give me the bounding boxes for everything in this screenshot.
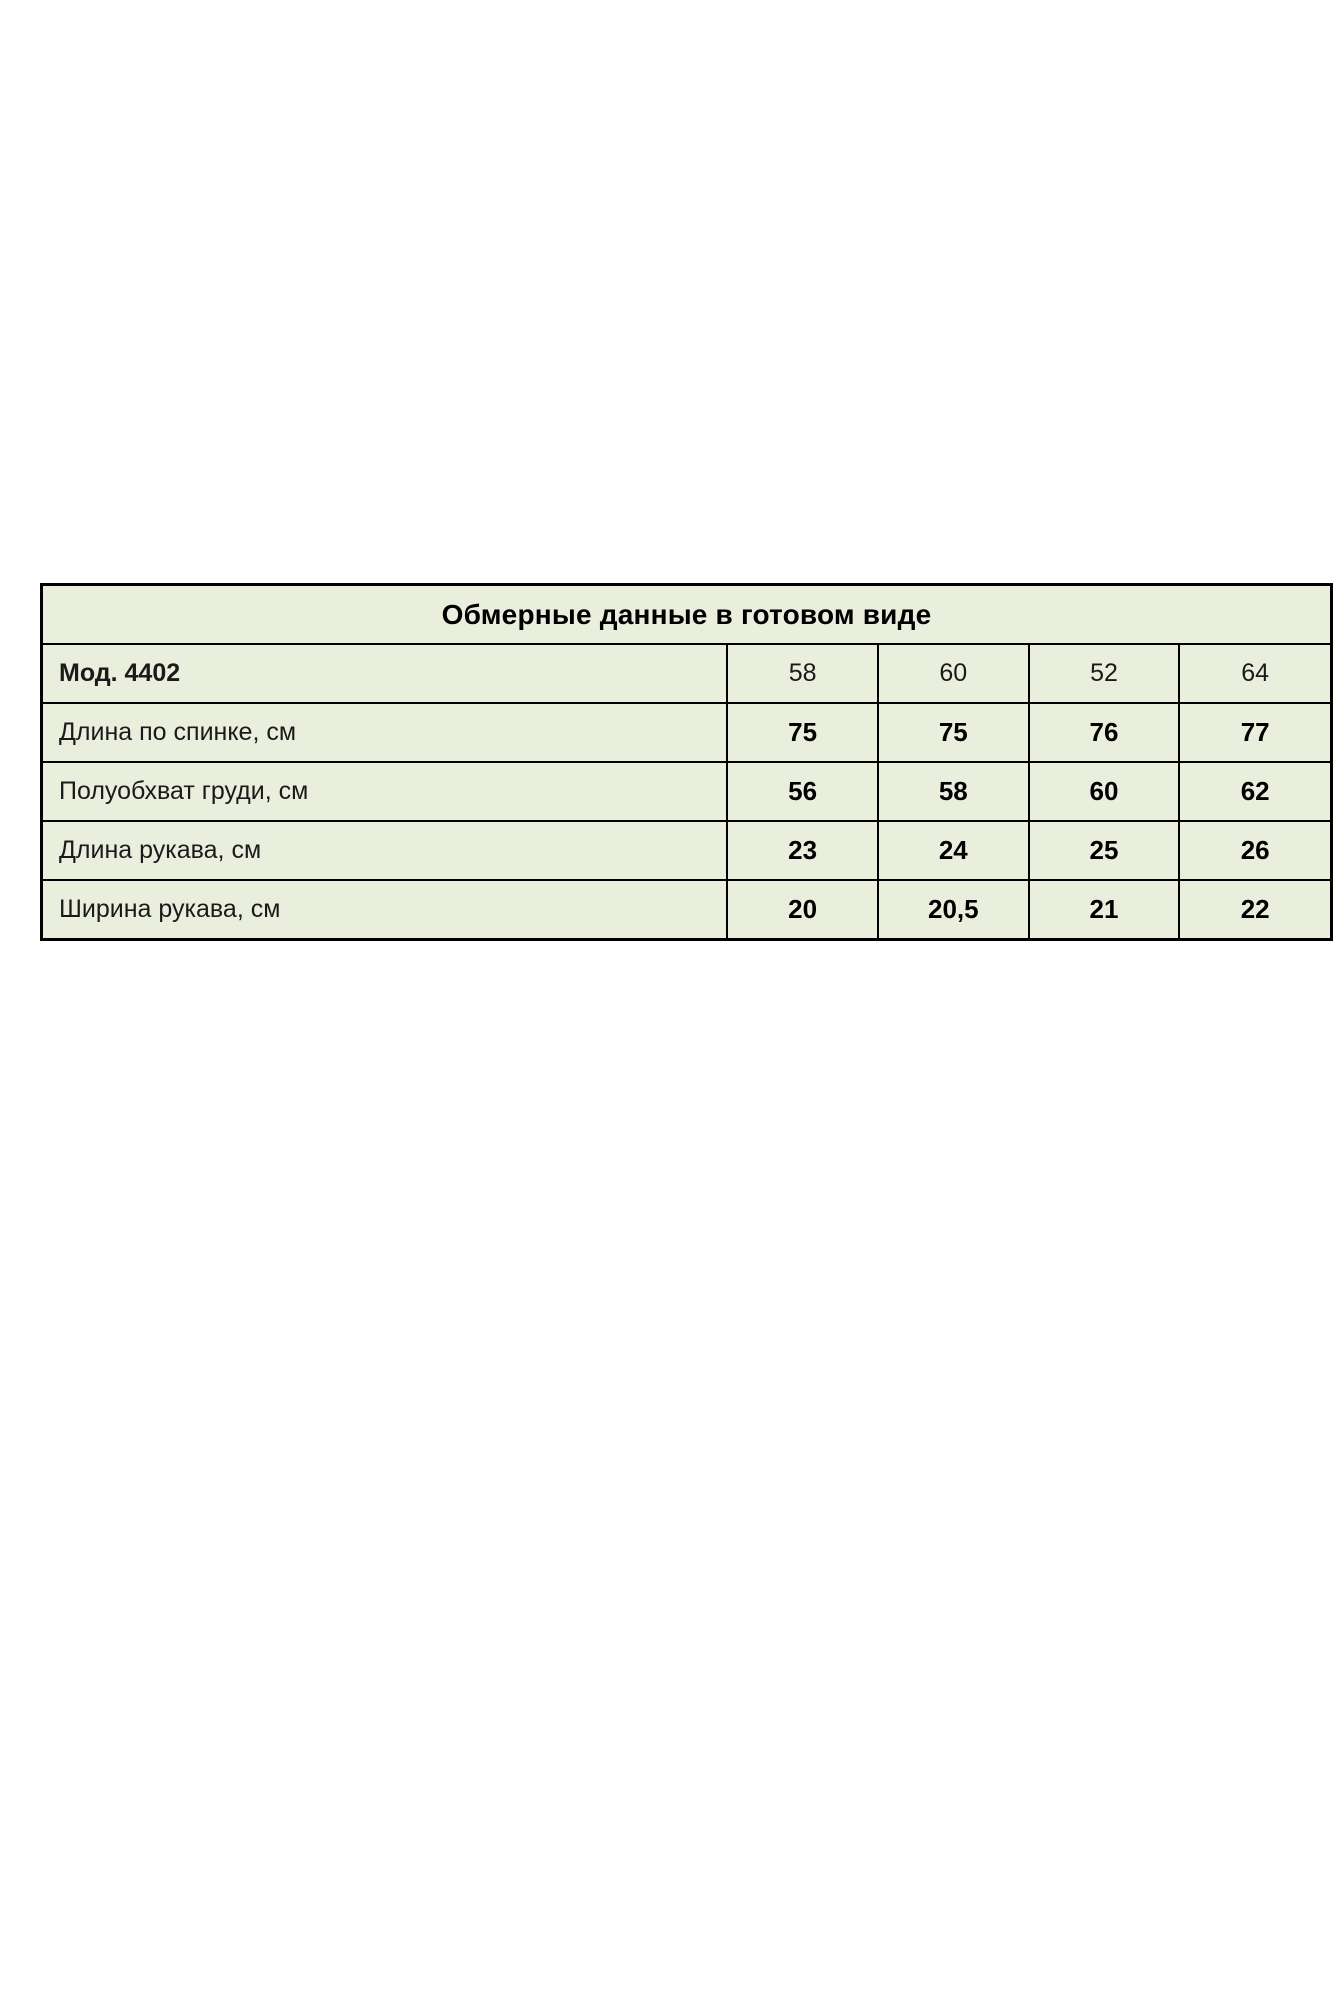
cell-chest-58: 56	[727, 762, 878, 821]
cell-sleeve-width-64: 22	[1179, 880, 1330, 938]
size-header-3: 52	[1029, 644, 1180, 703]
table-row	[43, 821, 1330, 880]
cell-sleeve-width-60: 20,5	[878, 880, 1029, 938]
table-row	[43, 703, 1330, 762]
size-header-4: 64	[1179, 644, 1330, 703]
cell-sleeve-length-58: 23	[727, 821, 878, 880]
cell-chest-52: 60	[1029, 762, 1180, 821]
row-label-sleeve-length: Длина рукава, см	[43, 821, 727, 880]
table-title-row	[43, 586, 1330, 644]
table-row	[43, 762, 1330, 821]
cell-back-length-60: 75	[878, 703, 1029, 762]
size-header-1: 58	[727, 644, 878, 703]
cell-chest-64: 62	[1179, 762, 1330, 821]
row-label-back-length: Длина по спинке, см	[43, 703, 727, 762]
cell-chest-60: 58	[878, 762, 1029, 821]
row-label-chest: Полуобхват груди, см	[43, 762, 727, 821]
cell-sleeve-length-52: 25	[1029, 821, 1180, 880]
table-row	[43, 880, 1330, 938]
measurements-table	[43, 586, 1330, 938]
cell-back-length-58: 75	[727, 703, 878, 762]
cell-sleeve-width-52: 21	[1029, 880, 1180, 938]
measurements-table-container	[40, 583, 1333, 941]
table-title: Обмерные данные в готовом виде	[43, 586, 1330, 644]
row-label-sleeve-width: Ширина рукава, см	[43, 880, 727, 938]
cell-back-length-52: 76	[1029, 703, 1180, 762]
cell-back-length-64: 77	[1179, 703, 1330, 762]
cell-sleeve-length-64: 26	[1179, 821, 1330, 880]
table-header-row	[43, 644, 1330, 703]
size-header-2: 60	[878, 644, 1029, 703]
cell-sleeve-length-60: 24	[878, 821, 1029, 880]
cell-sleeve-width-58: 20	[727, 880, 878, 938]
model-label: Мод. 4402	[43, 644, 727, 703]
